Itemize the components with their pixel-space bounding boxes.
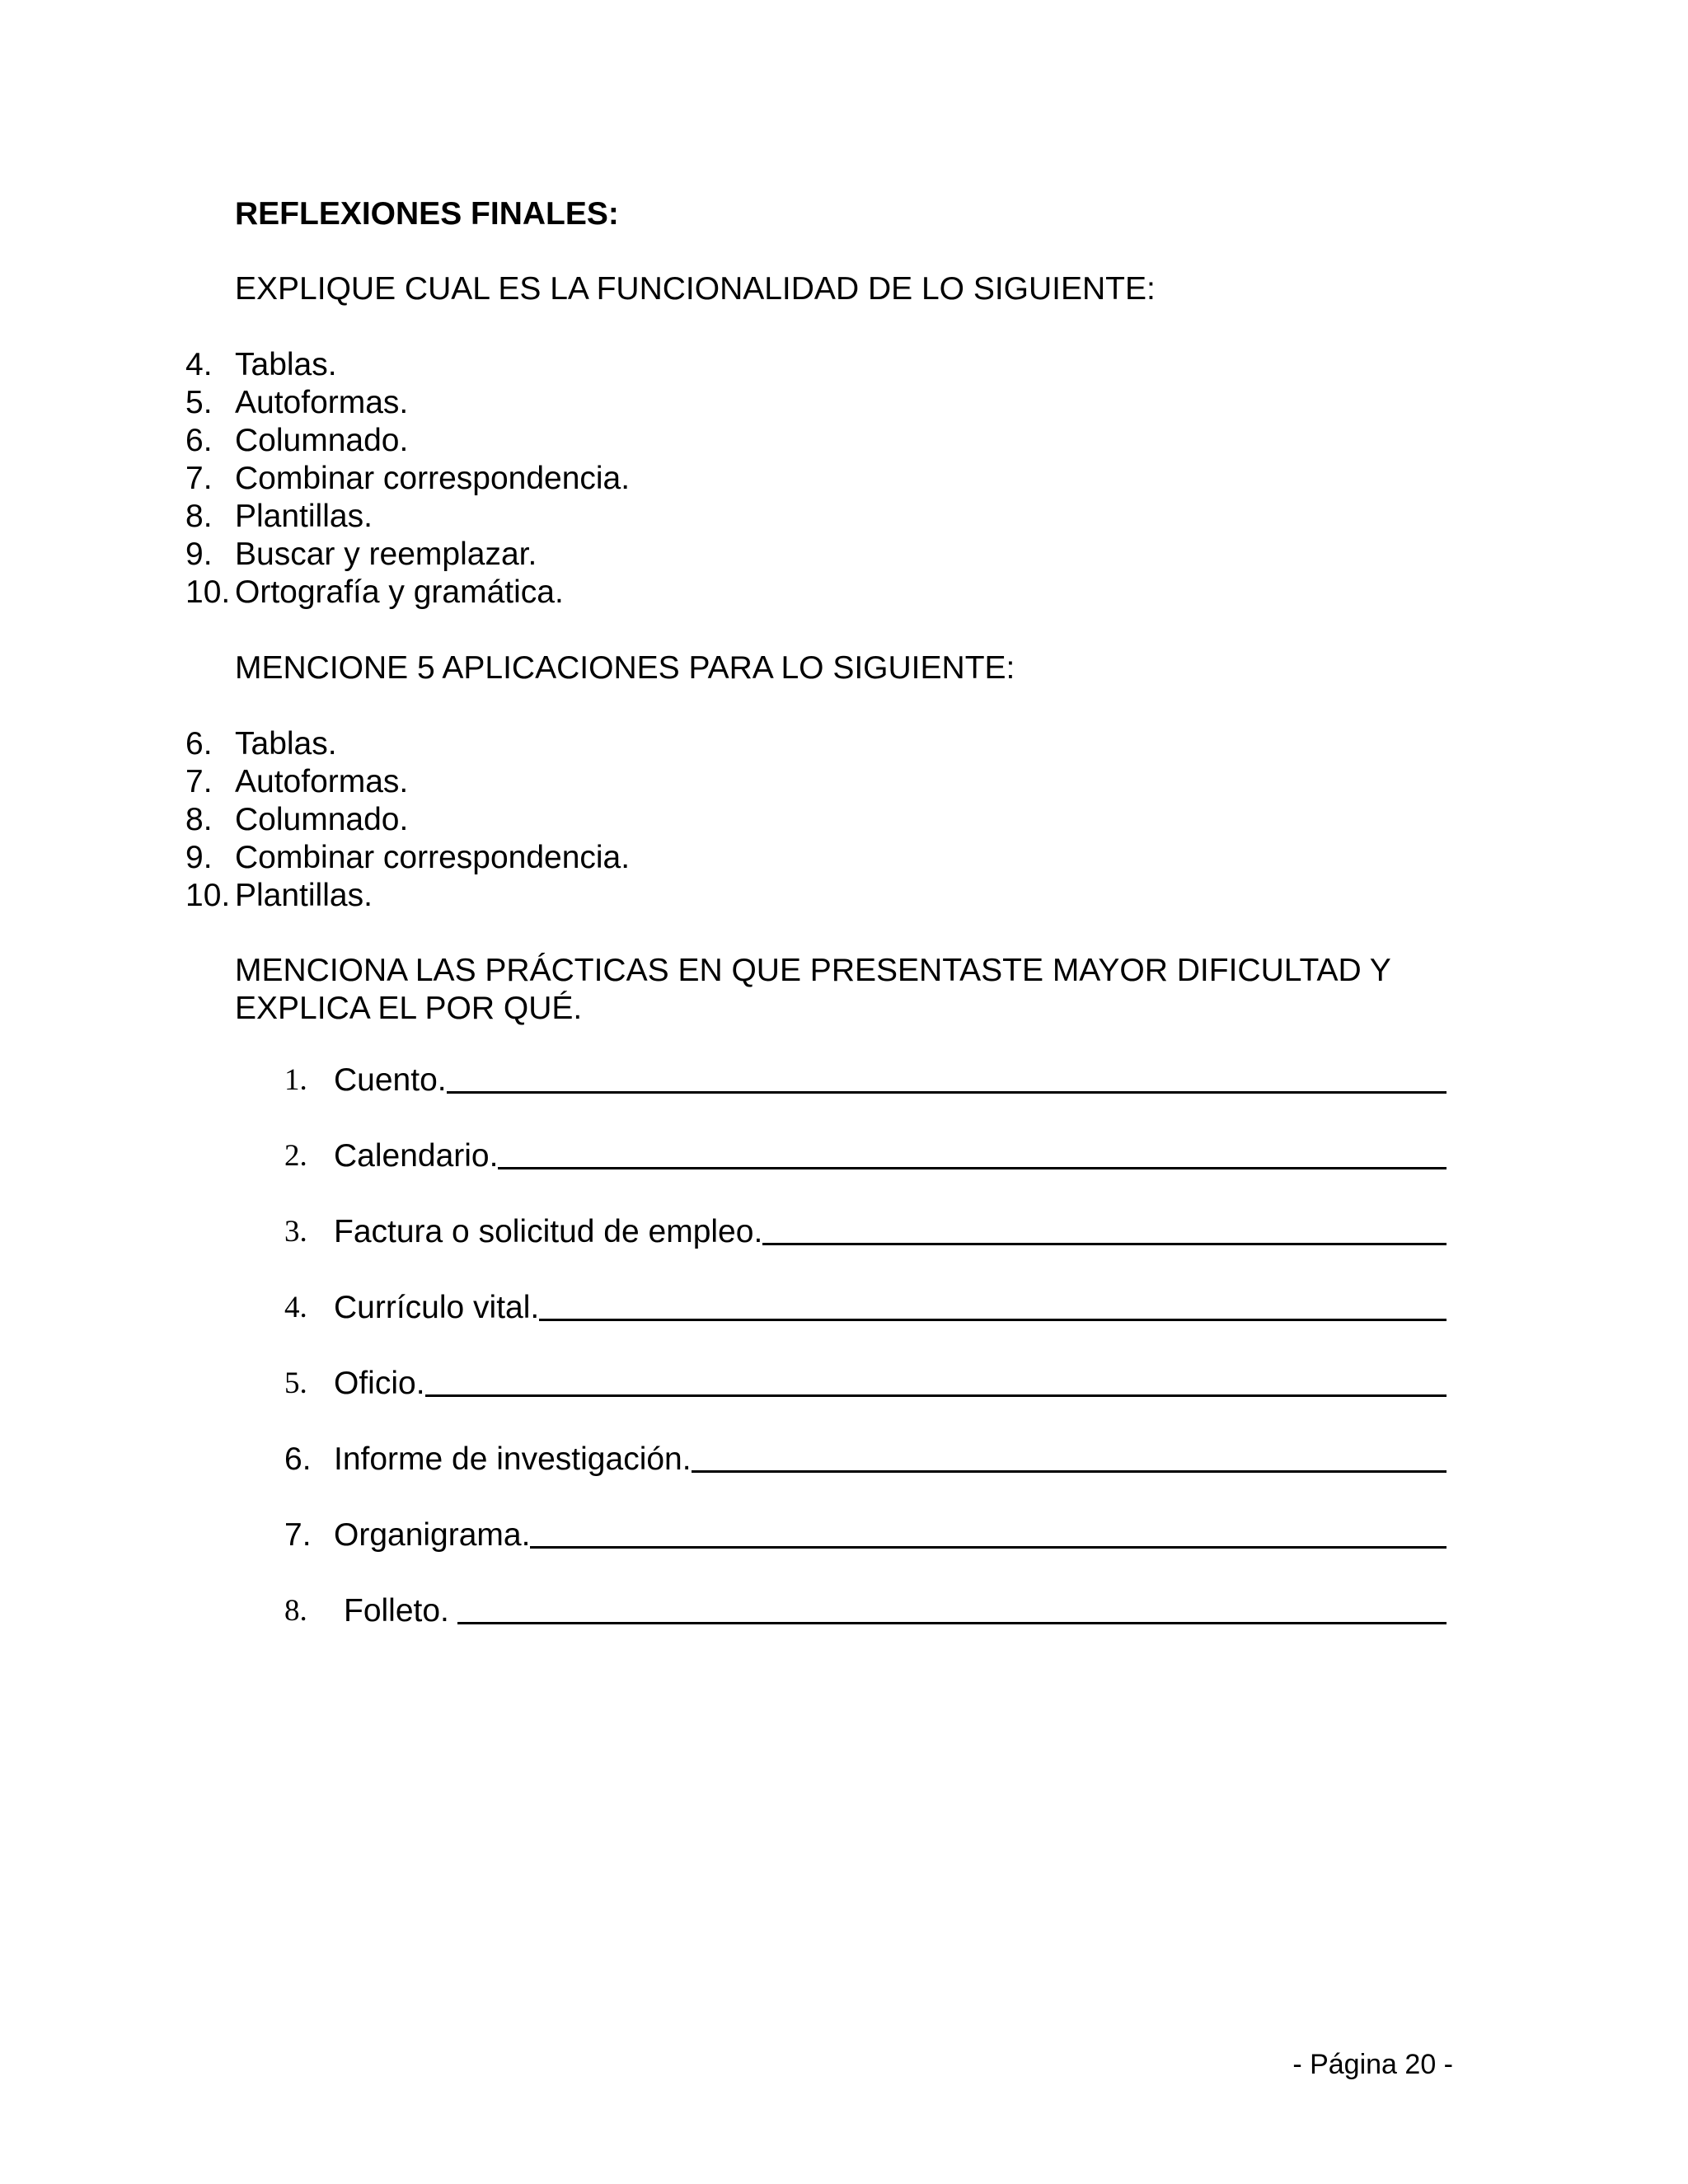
answer-item	[284, 1099, 1447, 1175]
list-number: 7.	[284, 1517, 312, 1553]
answer-line[interactable]	[447, 1091, 1447, 1094]
list-text: Columnado.	[235, 423, 409, 458]
answer-line[interactable]	[425, 1394, 1447, 1397]
list-text: Factura o solicitud de empleo.	[334, 1214, 763, 1249]
list-text: Informe de investigación.	[334, 1441, 692, 1477]
list-text: Folleto.	[344, 1593, 449, 1629]
list-text: Cuento.	[334, 1062, 447, 1098]
list-item	[165, 346, 630, 384]
list-number: 4.	[185, 347, 213, 382]
page-title: REFLEXIONES FINALES:	[235, 196, 619, 232]
list-number: 9.	[185, 840, 213, 875]
answer-item	[284, 1251, 1447, 1327]
list-item	[165, 498, 630, 536]
answer-item	[284, 1024, 1447, 1099]
answer-line[interactable]	[762, 1243, 1447, 1245]
list-number: 7.	[185, 461, 213, 496]
list-text: Tablas.	[235, 347, 337, 382]
answer-line[interactable]	[498, 1167, 1447, 1169]
answer-line[interactable]	[692, 1470, 1447, 1473]
list-item	[165, 725, 630, 763]
page-number: - Página 20 -	[1292, 2049, 1453, 2080]
answer-item	[284, 1175, 1447, 1251]
answer-item	[284, 1403, 1447, 1479]
list-item	[165, 877, 630, 915]
answer-line[interactable]	[457, 1622, 1447, 1624]
list-text: Autoformas.	[235, 764, 409, 799]
list-number: 3.	[284, 1215, 307, 1249]
section2-heading: MENCIONE 5 APLICACIONES PARA LO SIGUIENTE:	[235, 650, 1015, 686]
list-text: Ortografía y gramática.	[235, 574, 564, 610]
section3-heading: MENCIONA LAS PRÁCTICAS EN QUE PRESENTASTE MAYOR DIFICULTAD Y EXPLICA EL POR QUÉ.	[235, 953, 1391, 1026]
list-item	[165, 422, 630, 460]
list-number: 4.	[284, 1291, 307, 1324]
list-number: 10.	[185, 878, 231, 913]
answer-item	[284, 1554, 1447, 1630]
list-number: 6.	[284, 1441, 312, 1477]
section3-list	[284, 1024, 1447, 1630]
list-item	[165, 801, 630, 839]
list-text: Oficio.	[334, 1366, 425, 1401]
list-number: 7.	[185, 764, 213, 799]
list-number: 9.	[185, 537, 213, 572]
list-text: Calendario.	[334, 1138, 499, 1174]
list-number: 6.	[185, 726, 213, 762]
list-item	[165, 536, 630, 574]
list-item	[165, 460, 630, 498]
list-number: 6.	[185, 423, 213, 458]
list-item	[165, 384, 630, 422]
answer-item	[284, 1327, 1447, 1403]
list-text: Combinar correspondencia.	[235, 461, 631, 496]
list-number: 2.	[284, 1139, 307, 1173]
list-text: Currículo vital.	[334, 1290, 540, 1325]
list-number: 8.	[185, 499, 213, 534]
list-number: 5.	[185, 385, 213, 420]
list-number: 1.	[284, 1063, 307, 1097]
list-text: Buscar y reemplazar.	[235, 537, 537, 572]
list-item	[165, 763, 630, 801]
section2-list	[165, 725, 630, 915]
list-text: Tablas.	[235, 726, 337, 762]
answer-line[interactable]	[530, 1546, 1447, 1549]
list-text: Plantillas.	[235, 878, 373, 913]
list-text: Combinar correspondencia.	[235, 840, 631, 875]
list-item	[165, 839, 630, 877]
section1-heading: EXPLIQUE CUAL ES LA FUNCIONALIDAD DE LO SIGUIENTE:	[235, 271, 1156, 307]
list-text: Organigrama.	[334, 1517, 531, 1553]
list-text: Autoformas.	[235, 385, 409, 420]
section1-list	[165, 346, 630, 612]
list-text: Plantillas.	[235, 499, 373, 534]
list-number: 5.	[284, 1366, 307, 1400]
answer-line[interactable]	[539, 1319, 1447, 1321]
list-number: 10.	[185, 574, 231, 610]
list-text: Columnado.	[235, 802, 409, 837]
list-number: 8.	[284, 1594, 307, 1628]
list-number: 8.	[185, 802, 213, 837]
list-item	[165, 574, 630, 612]
answer-item	[284, 1479, 1447, 1554]
